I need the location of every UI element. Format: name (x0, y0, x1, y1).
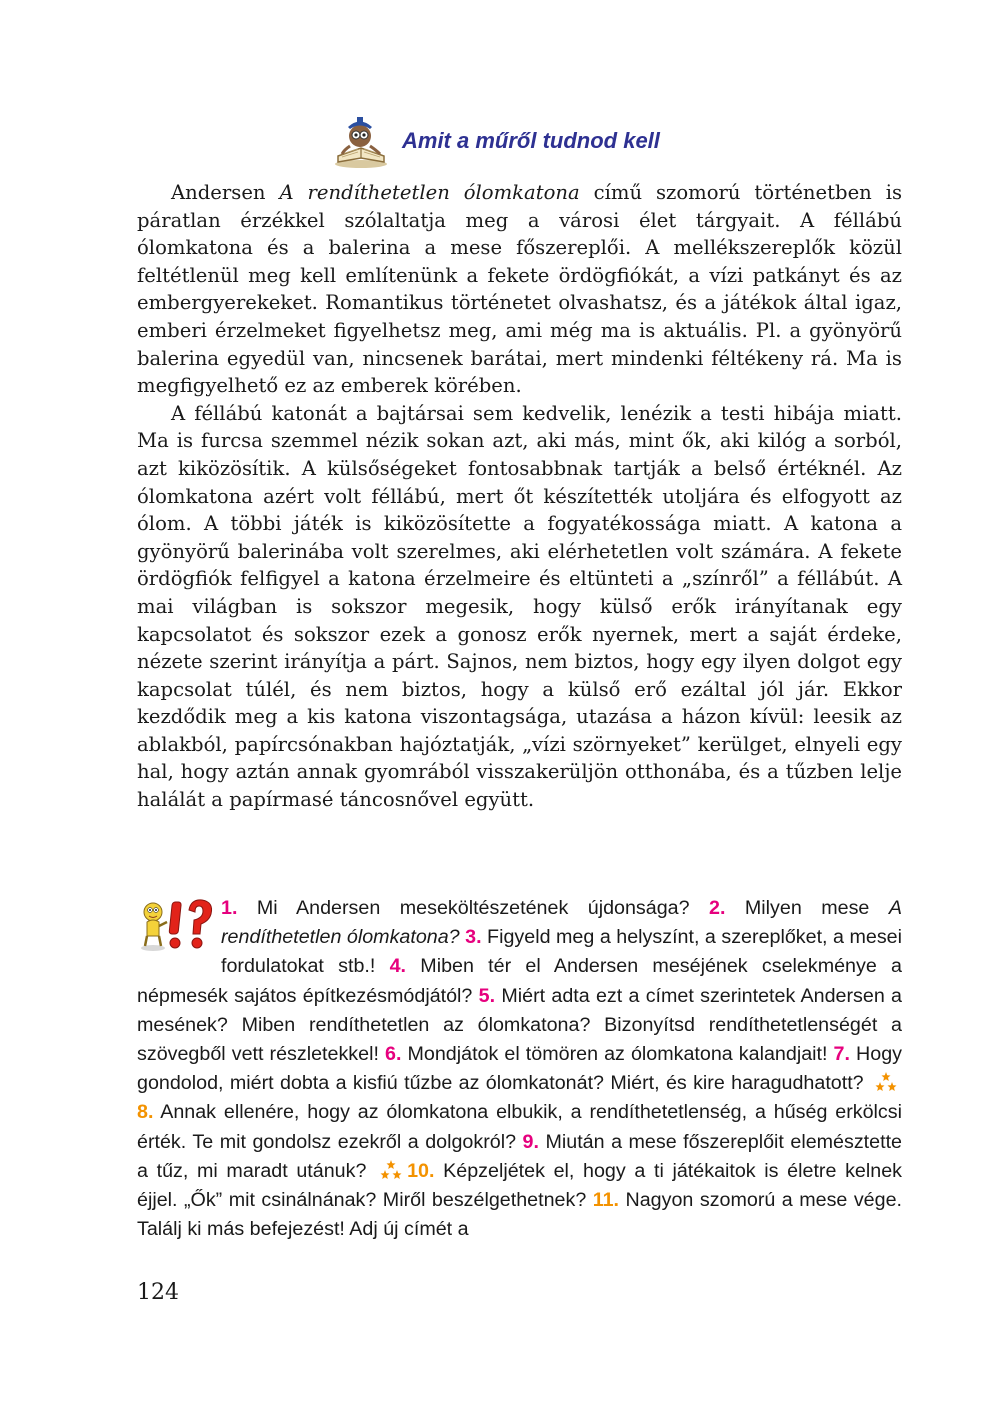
paragraph-1: Andersen A rendíthetetlen ólomkatona című szomorú történetben is páratlan érzékkel szólaltatja meg a városi élet tárgyait. A féllábú ólomkatona és a balerina a mese főszereplői. A mellékszereplők közül feltétlenül meg kell említenünk a fekete ördögfiókát, a vízi patkányt és az embergyerekeket. Romantikus történetet olvashatsz, és a játékok által igaz, emberi érzelmeket figyelhetsz meg, ami még ma is aktuális. Pl. a gyönyörű balerina egyedül van, nincsenek barátai, mert mindenki féltékeny rá. Ma is megfigyelhető ez az emberek körében. (137, 181, 903, 398)
question-10: Képzeljétek el, hogy a ti játékaitok is életre kelnek éjjel. „Ők” mit csinálnának? Miről beszélgethetnek? (137, 1159, 903, 1212)
question-1: Mi Andersen meseköltészetének újdonsága? (237, 897, 710, 919)
question-6: Mondjátok el tömören az ólomkatona kalandjait! (401, 1043, 834, 1066)
page-number: 124 (137, 1280, 179, 1305)
work-title: A rendíthetetlen ólomkatona (279, 181, 580, 204)
section-heading (330, 114, 830, 174)
question-8: Annak ellenére, hogy az ólomkatona elbukik, a rendíthetetlenség, a hűség erkölcsi érték. Te mit gondolsz ezekről a dolgokról? (137, 1101, 902, 1153)
exclamation-question-character-icon (137, 896, 215, 954)
question-2-title: A rendíthetetlen ólomkatona? (221, 897, 902, 949)
question-number-1: 1. (221, 897, 238, 919)
question-number-9: 9. (522, 1130, 539, 1153)
main-text (137, 179, 902, 814)
question-number-7: 7. (833, 1043, 850, 1066)
question-3: Figyeld meg a helyszínt, a szereplőket, a mesei fordulatokat stb.! (221, 926, 902, 978)
question-11: Nagyon szomorú a mese vége. Találj ki más befejezést! Adj új címét a (137, 1189, 902, 1241)
section-title: Amit a műről tudnod kell (402, 128, 660, 153)
question-number-6: 6. (385, 1043, 402, 1066)
question-number-5: 5. (478, 984, 496, 1007)
group-task-stars-icon (379, 1159, 403, 1181)
paragraph-2: A féllábú katonát a bajtársai sem kedvelik, lenézik a testi hibája miatt. Ma is furcsa szemmel nézik sokan azt, aki más, mint ők, aki kilóg a sorból, azt kiközösítik. A külsőségeket fontosabbnak tartják a belső értéknél. Az ólomkatona azért volt féllábú, mert őt készítették utoljára és elfogyott az ólom. A többi játék is kiközösítette a fogyatékossága miatt. A katona a gyönyörű balerinába volt szerelmes, aki elérhetetlen volt számára. A fekete ördögfiók felfigyel a katona érzelmeire és eltünteti a „színről” a féllábút. A mai világban is sokszor megesik, hogy külső erők irányítanak egy kapcsolatot és sokszor ezek a gonosz erők nyernek, mert a saját érdeke, nézete szerint irányítja a párt. Sajnos, nem biztos, hogy egy ilyen dolgot egy kapcsolat túlél, és nem biztos, hogy a külső erő ezáltal jól jár. Ekkor kezdődik meg a kis katona viszontagsága, utazása a házon kívül: leesik az ablakból, papírcsónakban hajóztatják, „vízi szörnyeket” kerülget, elnyeli egy hal, hogy aztán annak gyomrából visszakerüljön otthonába, és a tűzben lelje halálát a papírmasé táncosnővel együtt. (137, 401, 902, 812)
question-number-2: 2. (709, 897, 726, 919)
question-number-10: 10. (407, 1159, 435, 1182)
question-2: Milyen mese (725, 897, 889, 919)
question-9: Miután a mese főszereplőit elemésztette a tűz, mi maradt utánuk? (137, 1130, 902, 1182)
question-number-11: 11. (592, 1189, 620, 1212)
group-task-stars-icon (874, 1071, 898, 1093)
questions-block (137, 894, 902, 1244)
question-number-4: 4. (389, 955, 407, 978)
question-number-8: 8. (137, 1101, 154, 1124)
question-7: Hogy gondolod, miért dobta a kisfiú tűzbe az ólomkatonát? Miért, és kire haragudhatott? (137, 1043, 902, 1095)
question-5: Miért adta ezt a címet szerintetek Andersen a mesének? Miben rendíthetetlen az ólomkatona? Bizonyítsd rendíthetetlenségét a szövegből vett részletekkel! (137, 984, 902, 1066)
question-4: Miben tér el Andersen meséjének cselekménye a népmesék sajátos építkezésmódjától? (137, 955, 902, 1007)
reading-character-icon (330, 114, 392, 170)
question-number-3: 3. (465, 926, 482, 949)
